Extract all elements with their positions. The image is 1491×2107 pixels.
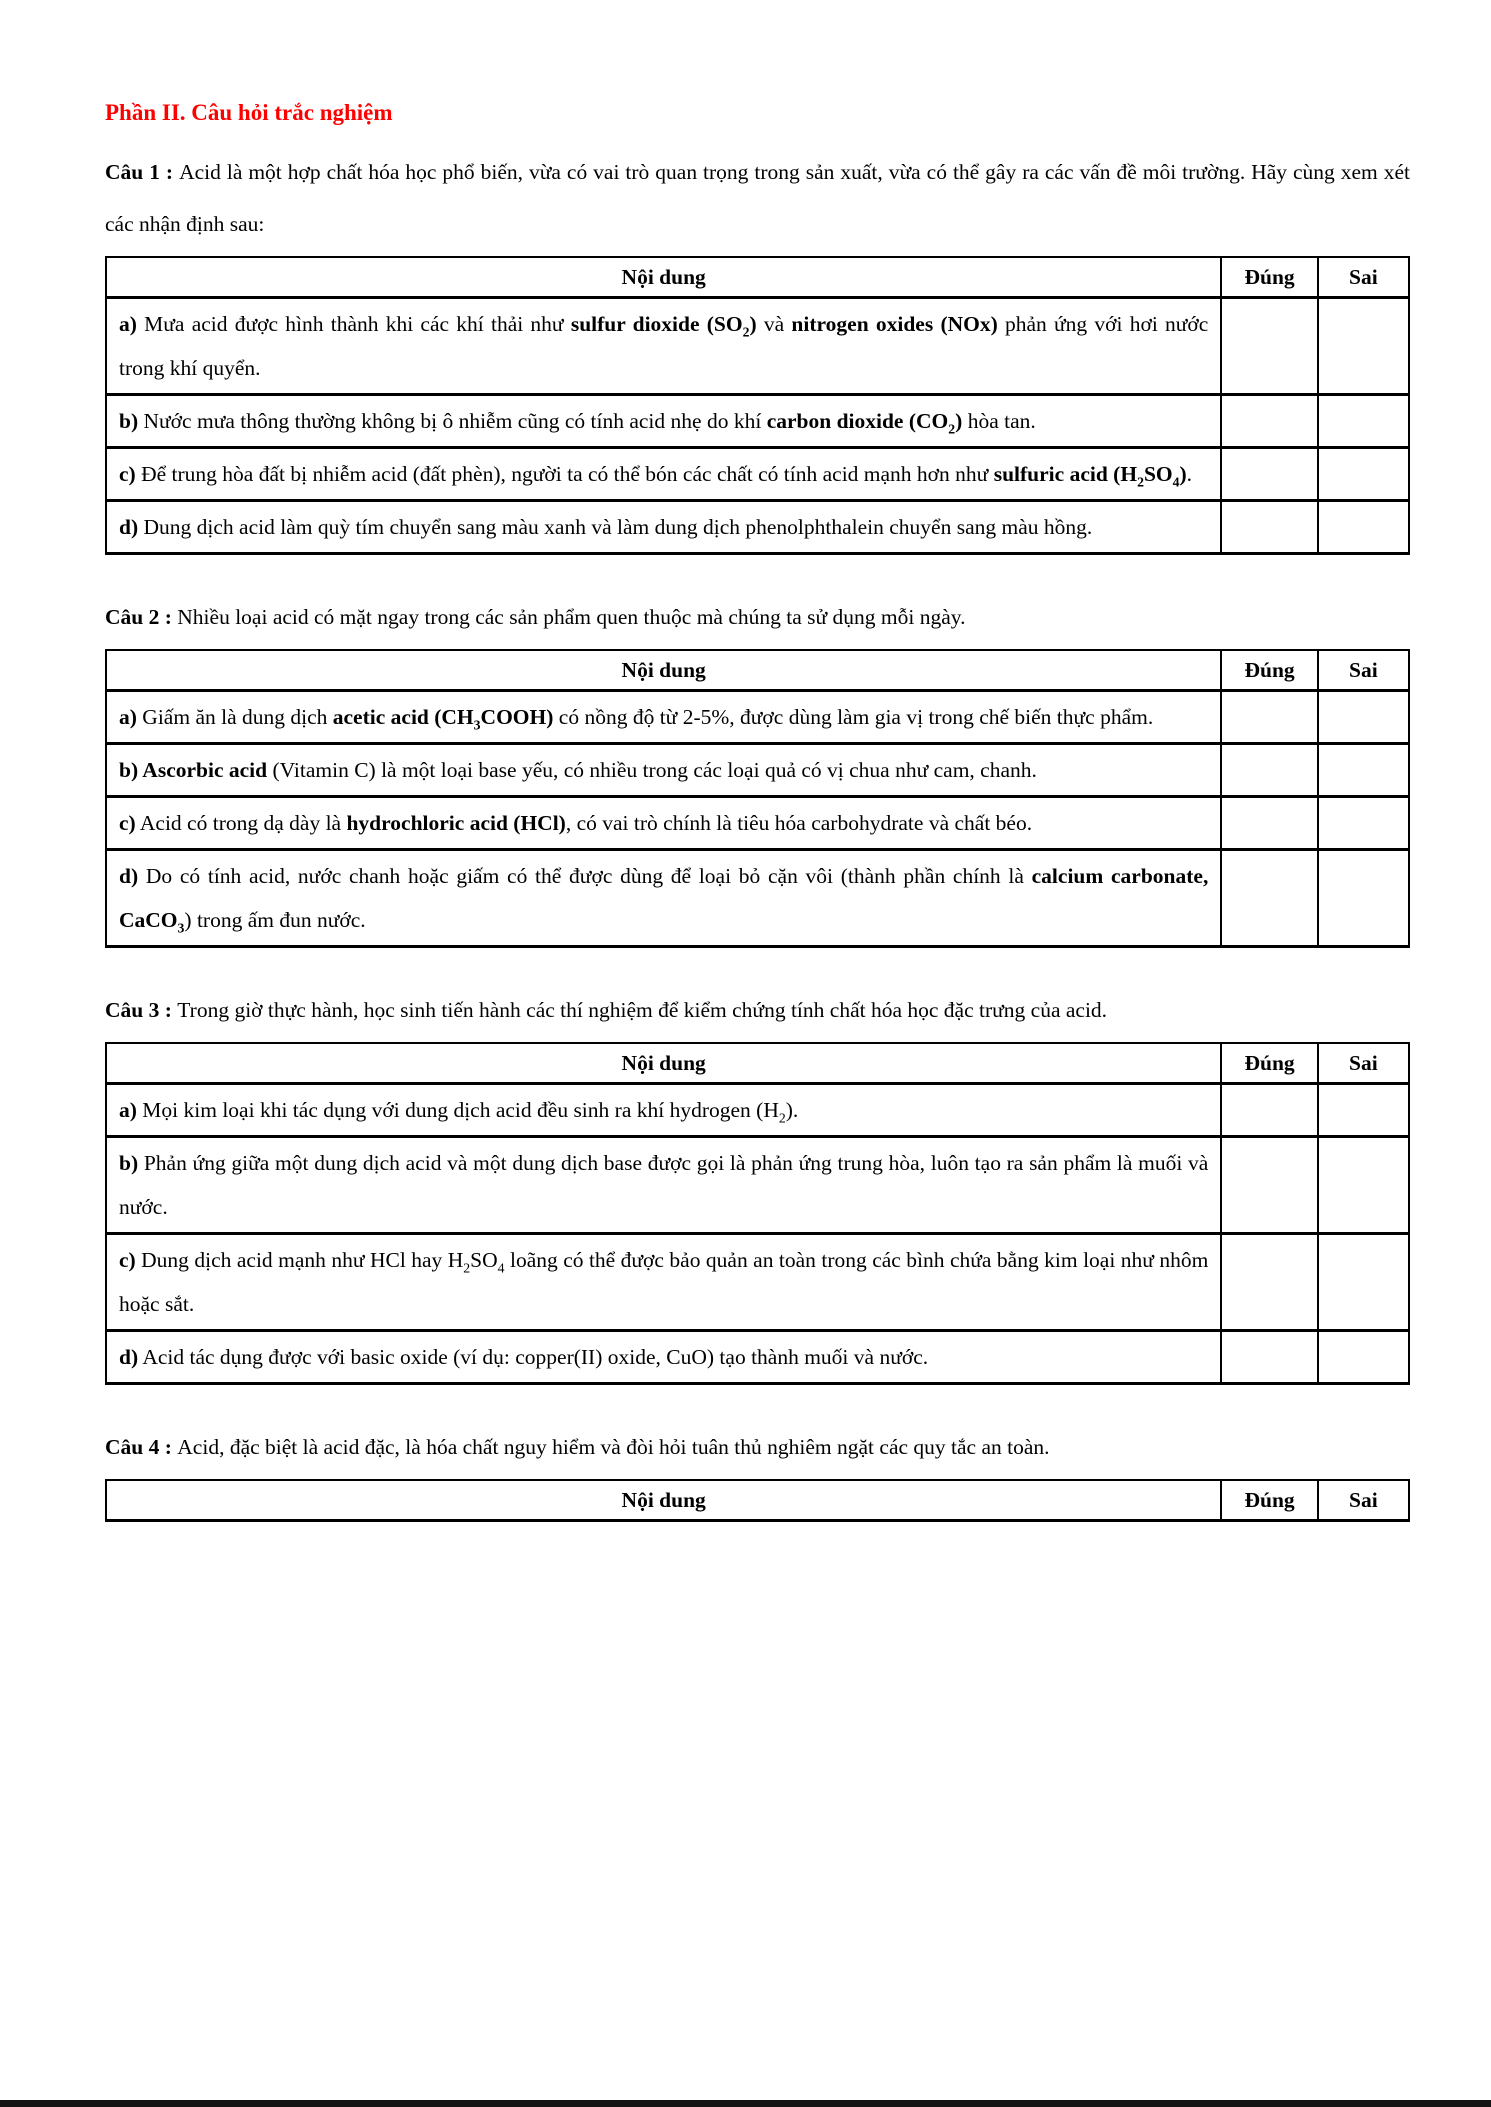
text-segment: , có vai trò chính là tiêu hóa carbohydrate và chất béo. xyxy=(565,811,1033,835)
text-segment: SO xyxy=(1143,462,1173,486)
subscript-text: 3 xyxy=(177,920,185,936)
statement-row xyxy=(106,395,1409,448)
subscript-text: 2 xyxy=(948,421,956,437)
table-header-row xyxy=(106,1043,1409,1084)
table-header-content: Nội dung xyxy=(106,1480,1221,1521)
table-header-false: Sai xyxy=(1318,1043,1409,1084)
text-segment: SO xyxy=(470,1248,498,1272)
table-header-row xyxy=(106,257,1409,298)
statement-row xyxy=(106,1084,1409,1137)
text-segment: ) xyxy=(1179,462,1187,486)
text-segment: ). xyxy=(785,1098,799,1122)
text-segment: Acid là một hợp chất hóa học phổ biến, vừa có vai trò quan trọng trong sản xuất, vừa có thể gây ra các vấn đề môi trường. Hãy cùng xem xét các nhận định sau: xyxy=(105,160,1410,236)
answer-cell-true[interactable] xyxy=(1221,395,1317,448)
text-segment: có nồng độ từ 2-5%, được dùng làm gia vị trong chế biến thực phẩm. xyxy=(553,705,1154,729)
answer-cell-false[interactable] xyxy=(1318,1331,1409,1384)
true-false-table xyxy=(105,1042,1410,1385)
table-header-true: Đúng xyxy=(1221,257,1317,298)
answer-cell-false[interactable] xyxy=(1318,850,1409,947)
text-segment: ) xyxy=(749,312,757,336)
statement-text xyxy=(106,744,1221,797)
answer-cell-false[interactable] xyxy=(1318,1234,1409,1331)
text-segment: c) xyxy=(119,462,136,486)
answer-cell-false[interactable] xyxy=(1318,395,1409,448)
text-segment: loãng có thể được bảo quản an toàn trong các bình chứa bằng kim loại như nhôm hoặc sắt. xyxy=(119,1248,1209,1316)
question-block-cau-1 xyxy=(105,146,1410,555)
statement-text xyxy=(106,1234,1221,1331)
answer-cell-true[interactable] xyxy=(1221,744,1317,797)
text-segment: Acid tác dụng được với basic oxide (ví dụ: copper(II) oxide, CuO) tạo thành muối và nước. xyxy=(138,1345,929,1369)
answer-cell-true[interactable] xyxy=(1221,1331,1317,1384)
table-header-false: Sai xyxy=(1318,650,1409,691)
table-header-content: Nội dung xyxy=(106,257,1221,298)
text-segment: Phản ứng giữa một dung dịch acid và một dung dịch base được gọi là phản ứng trung hòa, luôn tạo ra sản phẩm là muối và nước. xyxy=(119,1151,1209,1219)
table-header-row xyxy=(106,650,1409,691)
questions-container xyxy=(105,146,1410,1522)
true-false-table xyxy=(105,256,1410,555)
text-segment: carbon dioxide (CO xyxy=(766,409,949,433)
statement-row xyxy=(106,1234,1409,1331)
text-segment: Câu 2 : xyxy=(105,605,178,629)
text-segment: hydrochloric acid (HCl) xyxy=(346,811,566,835)
subscript-text: 4 xyxy=(1172,474,1180,490)
text-segment: calcium carbonate, CaCO xyxy=(119,864,1209,932)
section-title: Phần II. Câu hỏi trắc nghiệm xyxy=(105,100,393,125)
text-segment: và xyxy=(756,312,792,336)
question-block-cau-2 xyxy=(105,591,1410,948)
text-segment: hòa tan. xyxy=(962,409,1036,433)
true-false-table xyxy=(105,649,1410,948)
answer-cell-true[interactable] xyxy=(1221,850,1317,947)
text-segment: c) xyxy=(119,811,136,835)
subscript-text: 3 xyxy=(473,717,481,733)
statement-row xyxy=(106,448,1409,501)
text-segment: d) xyxy=(119,515,139,539)
statement-text xyxy=(106,1137,1221,1234)
answer-cell-true[interactable] xyxy=(1221,448,1317,501)
table-header-content: Nội dung xyxy=(106,650,1221,691)
answer-cell-true[interactable] xyxy=(1221,691,1317,744)
answer-cell-true[interactable] xyxy=(1221,298,1317,395)
text-segment: d) xyxy=(119,1345,139,1369)
statement-row xyxy=(106,744,1409,797)
statement-row xyxy=(106,1137,1409,1234)
subscript-text: 2 xyxy=(778,1110,786,1126)
text-segment: c) xyxy=(119,1248,136,1272)
question-intro xyxy=(105,1421,1410,1473)
subscript-text: 2 xyxy=(742,324,750,340)
text-segment: sulfur dioxide (SO xyxy=(570,312,743,336)
statement-text xyxy=(106,395,1221,448)
question-intro xyxy=(105,984,1410,1036)
answer-cell-false[interactable] xyxy=(1318,448,1409,501)
text-segment: b) xyxy=(119,1151,139,1175)
answer-cell-false[interactable] xyxy=(1318,501,1409,554)
table-header-false: Sai xyxy=(1318,1480,1409,1521)
answer-cell-false[interactable] xyxy=(1318,298,1409,395)
statement-text xyxy=(106,691,1221,744)
answer-cell-false[interactable] xyxy=(1318,1137,1409,1234)
text-segment: Dung dịch acid làm quỳ tím chuyển sang màu xanh và làm dung dịch phenolphthalein chuyển sang màu hồng. xyxy=(138,515,1093,539)
statement-text xyxy=(106,797,1221,850)
text-segment: Nước mưa thông thường không bị ô nhiễm cũng có tính acid nhẹ do khí xyxy=(138,409,767,433)
subscript-text: 2 xyxy=(1137,474,1144,490)
statement-text xyxy=(106,448,1221,501)
text-segment: COOH) xyxy=(480,705,554,729)
table-header-false: Sai xyxy=(1318,257,1409,298)
question-intro xyxy=(105,146,1410,250)
statement-text xyxy=(106,298,1221,395)
text-segment: Câu 1 : xyxy=(105,160,180,184)
statement-row xyxy=(106,797,1409,850)
text-segment: Mọi kim loại khi tác dụng với dung dịch acid đều sinh ra khí hydrogen (H xyxy=(136,1098,779,1122)
text-segment: Do có tính acid, nước chanh hoặc giấm có thể được dùng để loại bỏ cặn vôi (thành phần chính là xyxy=(138,864,1032,888)
statement-row xyxy=(106,691,1409,744)
answer-cell-false[interactable] xyxy=(1318,797,1409,850)
answer-cell-false[interactable] xyxy=(1318,1084,1409,1137)
text-segment: d) xyxy=(119,864,139,888)
subscript-text: 4 xyxy=(497,1260,505,1276)
text-segment: (Vitamin C) là một loại base yếu, có nhiều trong các loại quả có vị chua như cam, chanh. xyxy=(267,758,1037,782)
text-segment: Dung dịch acid mạnh như HCl hay H xyxy=(135,1248,464,1272)
statement-text xyxy=(106,1084,1221,1137)
text-segment: Acid, đặc biệt là acid đặc, là hóa chất nguy hiểm và đòi hỏi tuân thủ nghiêm ngặt các quy tắc an toàn. xyxy=(177,1435,1050,1459)
answer-cell-false[interactable] xyxy=(1318,744,1409,797)
statement-row xyxy=(106,501,1409,554)
text-segment: Câu 4 : xyxy=(105,1435,178,1459)
text-segment: acetic acid (CH xyxy=(332,705,474,729)
true-false-table xyxy=(105,1479,1410,1522)
text-segment: sulfuric acid (H xyxy=(993,462,1138,486)
text-segment: ) trong ấm đun nước. xyxy=(184,908,366,932)
text-segment: Câu 3 : xyxy=(105,998,178,1022)
answer-cell-true[interactable] xyxy=(1221,1234,1317,1331)
text-segment: Giấm ăn là dung dịch xyxy=(136,705,333,729)
answer-cell-false[interactable] xyxy=(1318,691,1409,744)
table-header-row xyxy=(106,1480,1409,1521)
text-segment: . xyxy=(1186,462,1193,486)
text-segment: b) Ascorbic acid xyxy=(119,758,268,782)
text-segment: Trong giờ thực hành, học sinh tiến hành các thí nghiệm để kiểm chứng tính chất hóa học đặc trưng của acid. xyxy=(177,998,1108,1022)
table-header-true: Đúng xyxy=(1221,650,1317,691)
answer-cell-true[interactable] xyxy=(1221,797,1317,850)
question-block-cau-4 xyxy=(105,1421,1410,1522)
statement-row xyxy=(106,298,1409,395)
text-segment: a) xyxy=(119,705,137,729)
window-bottom-edge xyxy=(0,2100,1491,2107)
text-segment: ) xyxy=(955,409,963,433)
text-segment: Mưa acid được hình thành khi các khí thải như xyxy=(136,312,571,336)
statement-text xyxy=(106,501,1221,554)
document-content xyxy=(105,0,1410,1522)
statement-text xyxy=(106,1331,1221,1384)
text-segment: Nhiều loại acid có mặt ngay trong các sản phẩm quen thuộc mà chúng ta sử dụng mỗi ngày. xyxy=(177,605,966,629)
text-segment: nitrogen oxides (NOx) xyxy=(791,312,998,336)
table-header-true: Đúng xyxy=(1221,1480,1317,1521)
text-segment: a) xyxy=(119,312,137,336)
answer-cell-true[interactable] xyxy=(1221,501,1317,554)
question-intro xyxy=(105,591,1410,643)
statement-text xyxy=(106,850,1221,947)
answer-cell-true[interactable] xyxy=(1221,1137,1317,1234)
statement-row xyxy=(106,1331,1409,1384)
question-block-cau-3 xyxy=(105,984,1410,1385)
table-header-content: Nội dung xyxy=(106,1043,1221,1084)
text-segment: b) xyxy=(119,409,139,433)
text-segment: Để trung hòa đất bị nhiễm acid (đất phèn), người ta có thể bón các chất có tính acid mạnh hơn như xyxy=(135,462,994,486)
text-segment: Acid có trong dạ dày là xyxy=(135,811,347,835)
text-segment: a) xyxy=(119,1098,137,1122)
answer-cell-true[interactable] xyxy=(1221,1084,1317,1137)
text-segment: phản ứng với hơi nước trong khí quyển. xyxy=(119,312,1209,380)
subscript-text: 2 xyxy=(463,1260,471,1276)
statement-row xyxy=(106,850,1409,947)
table-header-true: Đúng xyxy=(1221,1043,1317,1084)
